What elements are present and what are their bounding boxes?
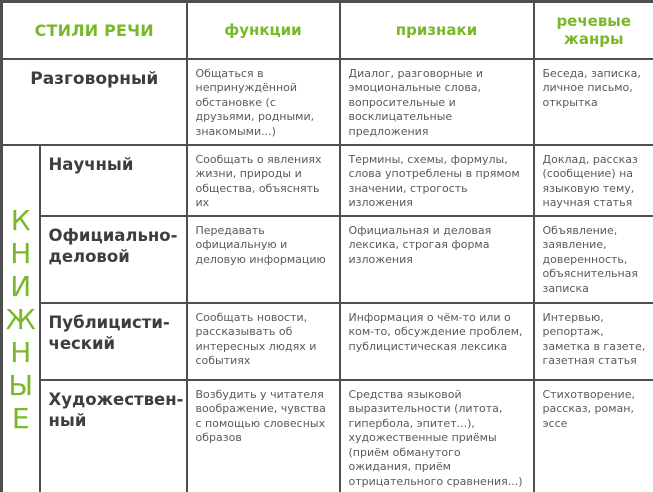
table-row bbox=[2, 145, 653, 216]
group-letter: Ы bbox=[8, 368, 34, 402]
features-cell: Информация о чём-то или о ком-то, обсуждение проблем, публицистическая лексика bbox=[340, 303, 534, 380]
genres-cell: Объявление, заявление, доверенность, объяснительная записка bbox=[534, 216, 653, 303]
functions-cell: Сообщать новости, рассказывать об интересных людях и событиях bbox=[187, 303, 340, 380]
table-row bbox=[2, 303, 653, 380]
header-cell-functions: функции bbox=[187, 2, 340, 59]
genres-cell: Доклад, рассказ (сообщение) на языковую тему, научная статья bbox=[534, 145, 653, 216]
style-name-cell: Разговорный bbox=[2, 59, 187, 145]
genres-cell: Беседа, записка, личное письмо, открытка bbox=[534, 59, 653, 145]
group-letter: Е bbox=[11, 401, 30, 435]
group-letter: И bbox=[10, 269, 32, 303]
group-letter: Н bbox=[10, 236, 32, 270]
functions-cell: Общаться в непринуждённой обстановке (с друзьями, родными, знакомыми...) bbox=[187, 59, 340, 145]
table-row bbox=[2, 380, 653, 492]
style-name-cell: Научный bbox=[40, 145, 187, 216]
functions-cell: Передавать официальную и деловую информацию bbox=[187, 216, 340, 303]
book-styles-vertical-label bbox=[3, 204, 39, 435]
style-name-cell: Официально-деловой bbox=[40, 216, 187, 303]
table-row bbox=[2, 59, 653, 145]
header-row bbox=[2, 2, 653, 59]
style-name-cell: Публицисти-ческий bbox=[40, 303, 187, 380]
group-letter: К bbox=[10, 203, 31, 237]
functions-cell: Возбудить у читателя воображение, чувства с помощью словесных образов bbox=[187, 380, 340, 492]
table-row bbox=[2, 216, 653, 303]
features-cell: Средства языковой выразительности (литота, гипербола, эпитет...), художественные приёмы (приём обманутого ожидания, приём отрицательного сравнения...) bbox=[340, 380, 534, 492]
style-name-cell: Художествен-ный bbox=[40, 380, 187, 492]
book-styles-group-cell bbox=[2, 145, 40, 492]
header-cell-styles: СТИЛИ РЕЧИ bbox=[2, 2, 187, 59]
header-cell-features: признаки bbox=[340, 2, 534, 59]
group-letter: Н bbox=[10, 335, 32, 369]
features-cell: Официальная и деловая лексика, строгая форма изложения bbox=[340, 216, 534, 303]
features-cell: Термины, схемы, формулы, слова употреблены в прямом значении, строгость изложения bbox=[340, 145, 534, 216]
header-cell-genres: речевые жанры bbox=[534, 2, 653, 59]
genres-cell: Интервью, репортаж, заметка в газете, газетная статья bbox=[534, 303, 653, 380]
group-letter: Ж bbox=[5, 302, 36, 336]
functions-cell: Сообщать о явлениях жизни, природы и общества, объяснять их bbox=[187, 145, 340, 216]
features-cell: Диалог, разговорные и эмоциональные слова, вопросительные и восклицательные предложения bbox=[340, 59, 534, 145]
genres-cell: Стихотворение, рассказ, роман, эссе bbox=[534, 380, 653, 492]
